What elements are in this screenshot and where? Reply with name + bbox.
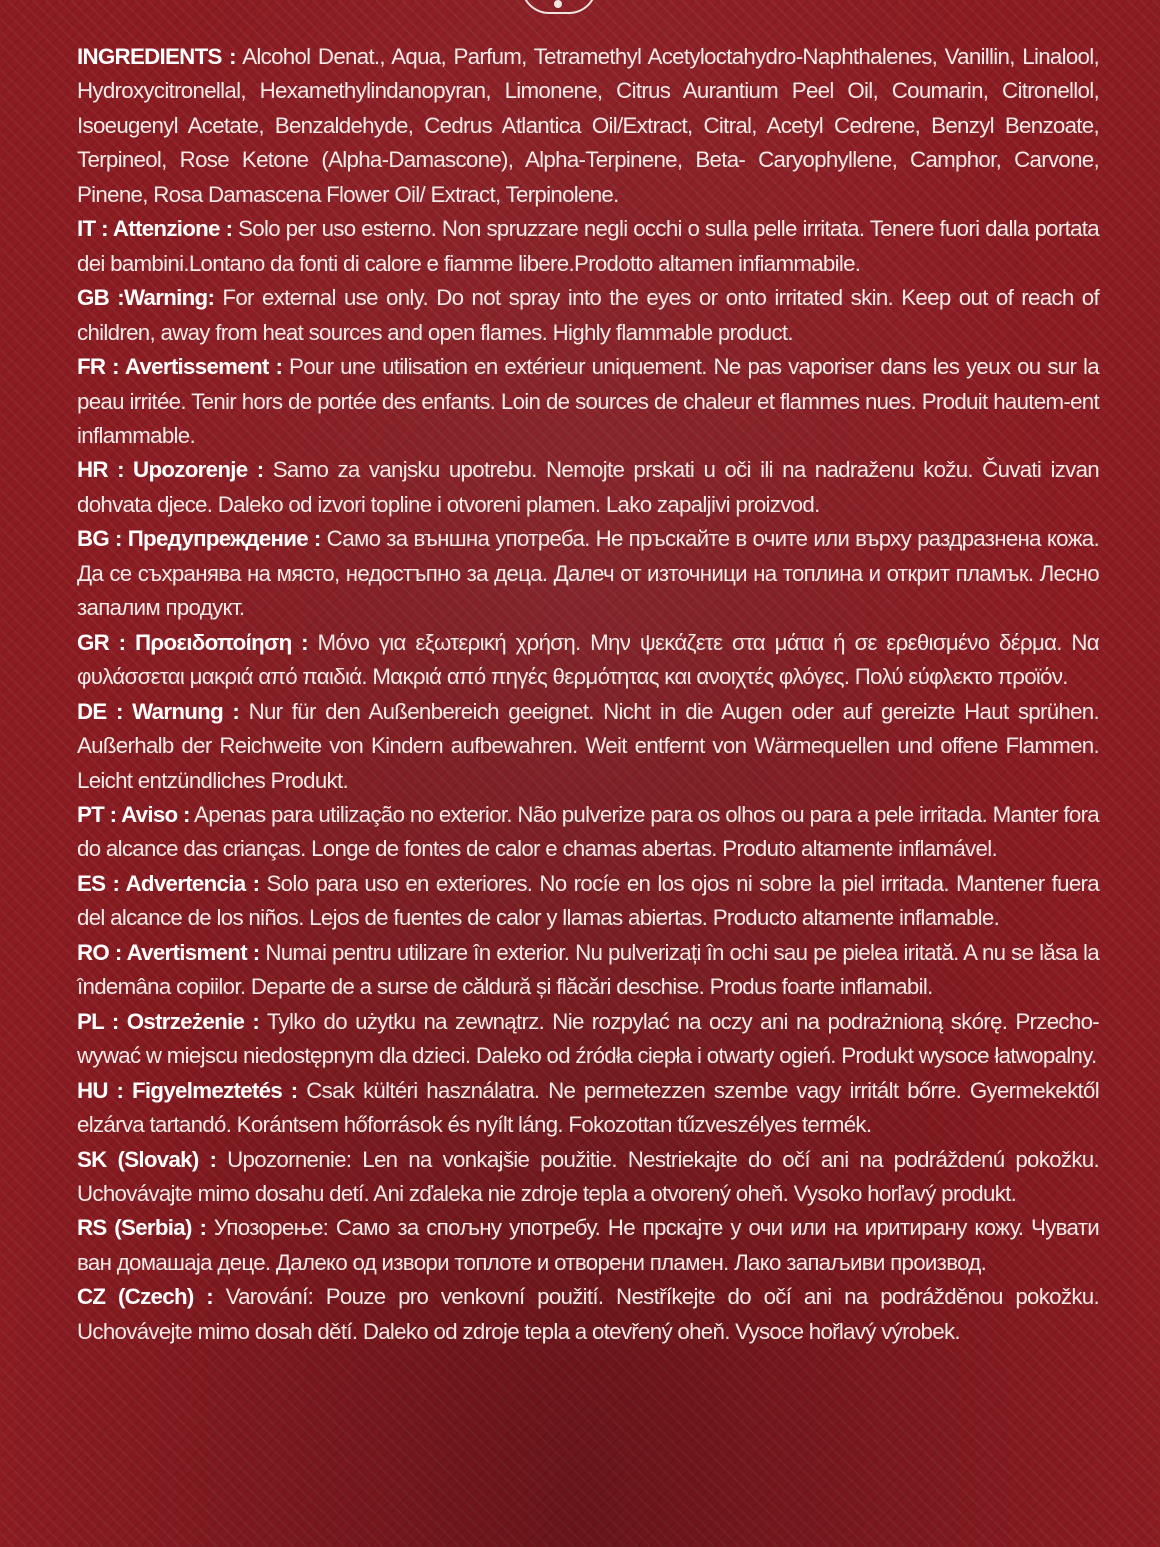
warning-text-cz: Varování: Pouze pro venkovní použití. Nestříkejte do očí ani na podrážděnou pokožku. Uchovávejte mimo dosah dětí. Daleko od zdroje tepla a otevřený oheň. Vysoce hořlavý výrobek. (77, 1284, 1099, 1344)
warning-block-hu (77, 1074, 1099, 1143)
warning-text-fr: Pour une utilisation en extérieur uniquement. Ne pas vaporiser dans les yeux ou sur la peau irritée. Tenir hors de portée des enfants. Loin de sources de chaleur et flammes nues. Produit hautem-ent inflammable. (77, 354, 1099, 448)
warning-block-bg (77, 522, 1099, 625)
warning-block-pt (77, 798, 1099, 867)
ingredients-block (77, 40, 1099, 212)
warning-block-es (77, 867, 1099, 936)
warning-text-hu: Csak kültéri használatra. Ne permetezzen szembe vagy irritált bőrre. Gyermekektől elzárva tartandó. Korántsem hőforrások és nyílt láng. Fokozottan tűzveszélyes termék. (77, 1077, 1099, 1138)
warning-heading-es: ES : Advertencia : (77, 870, 260, 896)
warning-block-gr (77, 626, 1099, 695)
warning-heading-it: IT : Attenzione : (77, 216, 233, 242)
warning-text-sk: Upozornenie: Len na vonkajšie použitie. Nestriekajte do očí ani na podráždenú pokožku. Uchovávajte mimo dosahu detí. Ani zďaleka nie zdroje tepla a otvorený oheň. Vysoko horľavý produkt. (77, 1146, 1099, 1206)
warning-text-gr: Μόνο για εξωτερική χρήση. Μην ψεκάζετε στα μάτια ή σε ερεθισμένο δέρμα. Να φυλάσσεται μακριά από παιδιά. Μακριά από πηγές θερμότητας και ανοιχτές φλόγες. Πολύ εύφλεκτο προϊόν. (77, 629, 1100, 690)
product-label-text (77, 40, 1099, 1349)
warning-text-rs: Упозорење: Само за спољну употребу. Не прскајте у очи или на иритирану кожу. Чувати ван домашаја деце. Далеко од извори топлоте и отворени пламен. Лако запаљиви производ. (77, 1215, 1100, 1275)
warning-block-fr (77, 350, 1099, 453)
warning-text-ro: Numai pentru utilizare în exterior. Nu pulverizați în ochi sau pe pielea iritată. A nu se lăsa la îndemâna copiilor. Departe de a surse de căldură și flăcări deschise. Produs foarte inflamabil. (77, 939, 1100, 1000)
warning-text-hr: Samo za vanjsku upotrebu. Nemojte prskati u oči ili na nadraženu kožu. Čuvati izvan dohvata djece. Daleko od izvori topline i otvoreni plamen. Lako zapaljivi proizvod. (77, 457, 1100, 517)
warning-heading-ro: RO : Avertisment : (77, 939, 260, 965)
warning-heading-pl: PL : Ostrzeżenie : (77, 1008, 260, 1034)
warning-block-ro (77, 936, 1099, 1005)
warning-heading-pt: PT : Aviso : (77, 801, 190, 827)
warning-heading-gb: GB :Warning: (77, 285, 215, 311)
warning-block-pl (77, 1005, 1099, 1074)
warning-heading-fr: FR : Avertissement : (77, 354, 283, 380)
warning-block-gb (77, 281, 1099, 350)
warning-heading-hr: HR : Upozorenje : (77, 457, 264, 483)
warning-text-es: Solo para uso en exteriores. No rocíe en los ojos ni sobre la piel irritada. Mantener fuera del alcance de los niños. Lejos de fuentes de calor y llamas abiertas. Producto altamente inflamable. (77, 870, 1099, 931)
warning-text-it: Solo per uso esterno. Non spruzzare negli occhi o sulla pelle irritata. Tenere fuori dalla portata dei bambini.Lontano da fonti di calore e fiamme libere.Prodotto altamen infiammabile. (77, 216, 1099, 276)
warning-heading-hu: HU : Figyelmeztetés : (77, 1077, 298, 1103)
warning-text-pt: Apenas para utilização no exterior. Não pulverize para os olhos ou para a pele irritada. Manter fora do alcance das crianças. Longe de fontes de calor e chamas abertas. Produto altamente inflamável. (77, 801, 1099, 862)
warning-block-rs (77, 1211, 1099, 1280)
warning-heading-de: DE : Warnung : (77, 698, 240, 724)
emblem-icon (521, 0, 597, 14)
warning-text-gb: For external use only. Do not spray into the eyes or onto irritated skin. Keep out of reach of children, away from heat sources and open flames. Highly flammable product. (77, 285, 1099, 345)
warning-block-it (77, 212, 1099, 281)
warning-text-pl: Tylko do użytku na zewnątrz. Nie rozpylać na oczy ani na podrażnioną skórę. Przecho-wywać w miejscu niedostępnym dla dzieci. Daleko od źródła ciepła i otwarty ogień. Produkt wysoce łatwopalny. (77, 1008, 1099, 1069)
ingredients-heading: INGREDIENTS : (77, 44, 236, 69)
warning-block-de (77, 695, 1099, 798)
warning-text-bg: Само за външна употреба. Не пръскайте в очите или върху раздразнена кожа. Да се съхранява на място, недостъпно за деца. Далеч от източници на топлина и открит пламък. Лесно запалим продукт. (77, 526, 1100, 621)
warning-heading-rs: RS (Serbia) : (77, 1215, 207, 1241)
warning-block-hr (77, 453, 1099, 522)
warning-heading-sk: SK (Slovak) : (77, 1146, 217, 1172)
warning-block-cz (77, 1280, 1099, 1349)
warning-heading-gr: GR : Προειδοποίηση : (77, 629, 308, 655)
warning-heading-bg: BG : Предупреждение : (77, 526, 321, 552)
warning-block-sk (77, 1143, 1099, 1212)
ingredients-text: Alcohol Denat., Aqua, Parfum, Tetramethyl Acetyloctahydro-Naphthalenes, Vanillin, Linalool, Hydroxycitronellal, Hexamethylindanopyran, Limonene, Citrus Aurantium Peel Oil, Coumarin, Citronellol, Isoeugenyl Acetate, Benzaldehyde, Cedrus Atlantica Oil/Extract, Citral, Acetyl Cedrene, Benzyl Benzoate, Terpineol, Rose Ketone (Alpha-Damascone), Alpha-Terpinene, Beta- Caryophyllene, Camphor, Carvone, Pinene, Rosa Damascena Flower Oil/ Extract, Terpinolene. (77, 44, 1100, 207)
warning-text-de: Nur für den Außenbereich geeignet. Nicht in die Augen oder auf gereizte Haut sprühen. Außerhalb der Reichweite von Kindern aufbewahren. Weit entfernt von Wärmequellen und offene Flammen. Leicht entzündliches Produkt. (77, 698, 1099, 793)
warning-heading-cz: CZ (Czech) : (77, 1284, 213, 1310)
